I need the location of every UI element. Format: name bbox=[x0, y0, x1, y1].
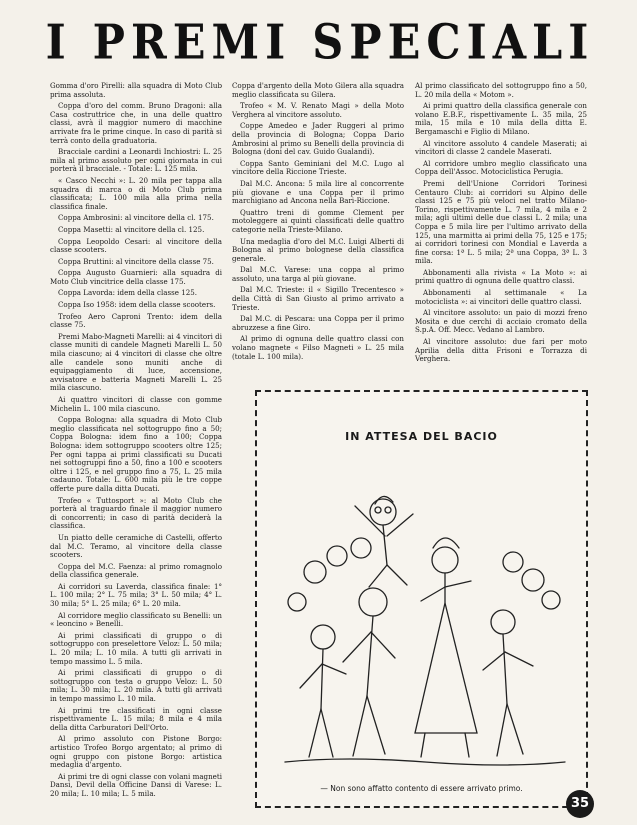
paragraph: Bracciale cardini a Leonardi Inchiostri: L. 25 mila al primo assoluto per ogni giornata in cui porterà il bracciale. - Totale: L. 125 mila. bbox=[50, 147, 222, 174]
paragraph: Coppa Lavorda: idem della classe 125. bbox=[58, 288, 198, 298]
paragraph: Al corridore meglio classificato su Benelli: un « leoncino » Benelli. bbox=[50, 610, 222, 629]
paragraph: Al vincitore assoluto: due fari per moto Aprilia della ditta Frisoni e Torrazza di Verghera. bbox=[415, 337, 587, 364]
paragraph: Al primo assoluto con Pistone Borgo: artistico Trofeo Borgo argentato; al primo di ogni gruppo con pistone Borgo: artistica medaglia d'argento. bbox=[50, 734, 222, 770]
paragraph: Coppa del M.C. Faenza: al primo romagnolo della classifica generale. bbox=[50, 561, 222, 580]
paragraph: Coppa Masetti: al vincitore della cl. 125. bbox=[58, 224, 205, 234]
paragraph: Dal M.C. Ancona: 5 mila lire al concorrente più giovane e una Coppa per il primo marchigiano ad Ancona nella Bari-Riccione. bbox=[232, 178, 404, 206]
paragraph: Al vincitore assoluto 4 candele Maserati; ai vincitori di classe 2 candele Maserati. bbox=[415, 138, 587, 157]
paragraph: Trofeo « M. V. Renato Magi » della Moto Verghera al vincitore assoluto. bbox=[232, 101, 404, 119]
paragraph: Trofeo Aero Caproni Trento: idem della classe 75. bbox=[50, 311, 222, 330]
paragraph: Ai corridori su Laverda, classifica finale: 1° L. 100 mila; 2° L. 75 mila; 3° L. 50 mila; 4° L. 30 mila; 5° L. 25 mila; 6° L. 20 mila. bbox=[50, 581, 222, 609]
paragraph: « Casco Necchi »: L. 20 mila per tappa alla squadra di marca o di Moto Club prima classificata; L. 100 mila alla prima nella classifica finale. bbox=[50, 175, 222, 211]
paragraph: Dal M.C. Varese: una coppa al primo assoluto, una targa al più giovane. bbox=[232, 265, 404, 283]
paragraph: Trofeo « Tuttosport »: al Moto Club che porterà al traguardo finale il maggior numero di concorrenti; in caso di parità deciderà la classifica. bbox=[50, 495, 222, 531]
text-column-1 bbox=[50, 82, 222, 802]
paragraph: Coppa Leopoldo Cesari: al vincitore della classe scooters. bbox=[50, 236, 222, 255]
paragraph: Ai primi classificati di gruppo o di sottogruppo con preselettore Veloz: L. 50 mila; L. 20 mila; L. 10 mila. A tutti gli arrivati in tempo massimo L. 5 mila. bbox=[50, 630, 222, 666]
paragraph: Ai quattro vincitori di classe con gomme Michelin L. 100 mila ciascuno. bbox=[50, 395, 222, 413]
text-column-3 bbox=[415, 82, 587, 367]
paragraph: Al vincitore assoluto: un paio di mozzi freno Mosita e due cerchi di acciaio cromato della S.p.A. Off. Mecc. Vedano al Lambro. bbox=[415, 308, 587, 335]
paragraph: Coppa Bruttini: al vincitore della classe 75. bbox=[58, 256, 214, 266]
page-title: I PREMI SPECIALI bbox=[45, 15, 595, 71]
paragraph: Quattro treni di gomme Clement per motoleggere ai quinti classificati delle quattro categorie nella Trieste-Milano. bbox=[232, 207, 404, 234]
paragraph: Ai primi quattro della classifica generale con volano E.B.F., rispettivamente L. 35 mila, 25 mila, 15 mila e 10 mila della ditta E. Bergamaschi e Figlio di Milano. bbox=[415, 101, 587, 136]
paragraph: Coppa Augusto Guarnieri: alla squadra di Moto Club vincitrice della classe 175. bbox=[50, 268, 222, 286]
paragraph: Abbonamenti alla rivista « La Moto »: ai primi quattro di ognuna delle quattro classi. bbox=[415, 267, 587, 286]
paragraph: Un piatto delle ceramiche di Castelli, offerto dal M.C. Teramo, al vincitore della classe scooters. bbox=[50, 532, 222, 560]
paragraph: Premi dell'Unione Corridori Torinesi Centauro Club: ai corridori su Alpino delle classi 125 e 75 più veloci nel tratto Milano-Torino, rispettivamente L. 7 mila, 4 mila e 2 mila; agli ultimi delle due classi L. 2 mila; una Coppa e 5 mila lire per l'ultimo arrivato della 125, una marmitta ai primi della 75, 125 e 175; ai corridori torinesi con Mondial e Laverda a fine corsa: 1ª L. 5 mila; 2ª una Coppa, 3ª L. 3 mila. bbox=[415, 178, 587, 266]
paragraph: Ai primi classificati di gruppo o di sottogruppo con testa o gruppo Veloz: L. 50 mila; L. 30 mila; L. 20 mila. A tutti gli arrivati in tempo massimo L. 10 mila. bbox=[50, 668, 222, 703]
paragraph: Dal M.C. di Pescara: una Coppa per il primo abruzzese a fine Giro. bbox=[232, 314, 404, 332]
paragraph: Coppa Ambrosini: al vincitore della cl. 175. bbox=[58, 213, 214, 223]
paragraph: Al corridore umbro meglio classificato una Coppa dell'Assoc. Motociclistica Perugia. bbox=[415, 158, 587, 177]
cartoon-panel bbox=[255, 390, 588, 808]
paragraph: Gomma d'oro Pirelli: alla squadra di Moto Club prima assoluta. bbox=[50, 81, 222, 99]
paragraph: Al primo di ognuna delle quattro classi con volano magnete « Filso Magneti » L. 25 mila (totale L. 100 mila). bbox=[232, 334, 404, 361]
cartoon-illustration bbox=[275, 452, 572, 772]
paragraph: Coppa d'argento della Moto Gilera alla squadra meglio classificata su Gilera. bbox=[232, 81, 404, 99]
paragraph: Coppa Bologna: alla squadra di Moto Club meglio classificata nel sottogruppo fino a 50; Coppa Bologna: idem fino a 100; Coppa Bologna: idem sottogruppo scooters oltre 125; Per ogni tappa ai primi classificati su Ducati nei sottogruppi fino a 50, fino a 100 e scooters oltre i 125, e nel gruppo fino a 75, L. 25 mila cadauno. Totale: L. 600 mila più le tre coppe offerte pure dalla ditta Ducati. bbox=[50, 415, 222, 493]
text-column-2 bbox=[232, 82, 404, 364]
paragraph: Ai primi tre classificati in ogni classe rispettivamente L. 15 mila; 8 mila e 4 mila della ditta Carburatori Dell'Orto. bbox=[50, 705, 222, 732]
paragraph: Ai primi tre di ogni classe con volani magneti Dansi, Devil della Officine Dansi di Varese: L. 20 mila; L. 10 mila; L. 5 mila. bbox=[50, 771, 222, 798]
paragraph: Abbonamenti al settimanale « La motociclista »: ai vincitori delle quattro classi. bbox=[415, 288, 587, 306]
paragraph: Coppa d'oro del comm. Bruno Dragoni: alla Casa costruttrice che, in una delle quattro classi, avrà il maggior numero di macchine arrivate fra le prime cinque. In caso di parità si terrà conto della graduatoria. bbox=[50, 101, 222, 145]
paragraph: Dal M.C. Trieste: il « Sigillo Trecentesco » della Città di San Giusto al primo arrivato a Trieste. bbox=[232, 285, 404, 312]
cartoon-caption: — Non sono affatto contento di essere arrivato primo. bbox=[320, 784, 523, 793]
paragraph: Al primo classificato del sottogruppo fino a 50, L. 20 mila della « Motom ». bbox=[415, 81, 587, 99]
paragraph: Coppa Iso 1958: idem della classe scooters. bbox=[58, 300, 216, 310]
paragraph: Coppe Amedeo e Jader Ruggeri al primo della provincia di Bologna; Coppa Dario Ambrosini al primo su Benelli della provincia di Bologna (doni del cav. Guido Gualandi). bbox=[232, 121, 404, 157]
page-number-badge: 35 bbox=[566, 790, 594, 818]
cartoon-title: IN ATTESA DEL BACIO bbox=[345, 430, 498, 443]
paragraph: Una medaglia d'oro del M.C. Luigi Alberti di Bologna al primo bolognese della classifica generale. bbox=[232, 236, 404, 263]
paragraph: Coppa Santo Geminiani del M.C. Lugo al vincitore della Riccione Trieste. bbox=[232, 158, 404, 177]
paragraph: Premi Mabo-Magneti Marelli: ai 4 vincitori di classe muniti di candele Magneti Marelli L. 50 mila ciascuno; ai 4 vincitori di classe che oltre alle candele sono muniti anche di equipaggiamento di luce, accensione, avvisatore e batteria Magneti Marelli L. 25 mila ciascuno. bbox=[50, 331, 222, 393]
